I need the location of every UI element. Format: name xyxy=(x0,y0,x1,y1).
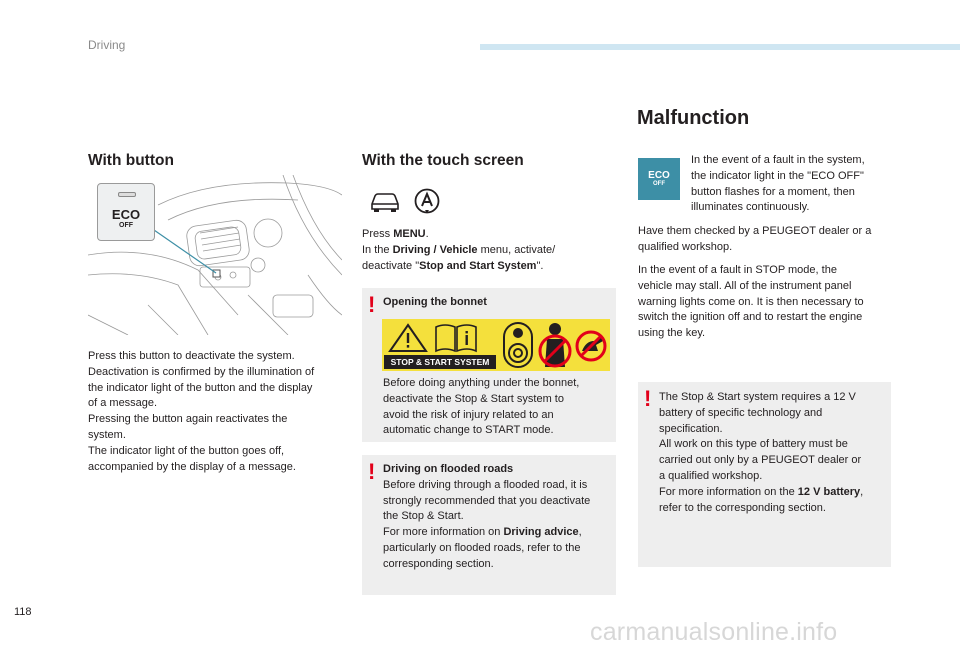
note-title: Opening the bonnet xyxy=(383,296,487,308)
car-icon-glyph xyxy=(368,188,402,214)
body-line: the indicator light in the "ECO OFF" xyxy=(691,169,864,182)
indicator-light-icon xyxy=(118,192,136,197)
car-icon xyxy=(368,188,402,214)
body-line: a qualified workshop. xyxy=(659,469,763,482)
off-label: OFF xyxy=(653,180,665,187)
no-loose-clothing-icon xyxy=(538,321,572,369)
touch-screen-instructions xyxy=(362,227,612,274)
body-line: refer to the corresponding section. xyxy=(659,501,826,514)
body-line: All work on this type of battery must be xyxy=(659,438,848,451)
deactivate-line xyxy=(362,259,612,275)
battery-requirement-note xyxy=(638,382,891,567)
body-line: warning lights come on. It is then necessary to xyxy=(638,295,864,308)
stop-mode-fault-text xyxy=(638,263,898,342)
warning-exclamation-icon: ! xyxy=(644,386,652,411)
no-hands-icon xyxy=(574,329,608,363)
warning-exclamation-icon: ! xyxy=(368,459,376,484)
body-line: system. xyxy=(88,428,126,441)
flooded-roads-note xyxy=(362,455,616,595)
page-number: 118 xyxy=(14,606,32,618)
body-line: the Stop & Start. xyxy=(383,510,464,523)
text-span: Press xyxy=(362,228,394,240)
eco-label: ECO xyxy=(111,207,141,222)
rotating-belt-icon xyxy=(500,321,536,369)
with-button-body xyxy=(88,349,338,475)
menu-path-line xyxy=(362,243,612,259)
body-line: Press this button to deactivate the system. xyxy=(88,350,295,362)
opening-bonnet-note xyxy=(362,288,616,442)
eco-label: ECO xyxy=(648,169,670,181)
note-body xyxy=(383,376,613,439)
text-span: , xyxy=(860,485,864,498)
section-header-title: Driving xyxy=(88,38,126,52)
hazard-triangle-icon xyxy=(388,323,428,353)
body-line: strongly recommended that you deactivate xyxy=(383,494,591,507)
body-line: Have them checked by a PEUGEOT dealer or a xyxy=(638,225,872,237)
body-line xyxy=(383,525,613,541)
body-line: Deactivation is confirmed by the illumination of xyxy=(88,365,315,378)
body-line: vehicle may stall. All of the instrument panel xyxy=(638,279,852,292)
body-line xyxy=(659,485,889,501)
manual-book-icon xyxy=(434,323,478,353)
site-watermark: carmanualsonline.info xyxy=(590,618,838,646)
body-line: battery of specific technology and xyxy=(659,406,823,419)
body-line: accompanied by the display of a message. xyxy=(88,460,296,473)
body-line: specification. xyxy=(659,422,723,435)
body-line: button flashes for a moment, then xyxy=(691,185,855,198)
body-line: using the key. xyxy=(638,327,706,340)
body-line: avoid the risk of injury related to an xyxy=(383,408,554,421)
body-line: of a message. xyxy=(88,397,158,410)
body-line: automatic change to START mode. xyxy=(383,424,554,437)
battery-keyword: 12 V battery xyxy=(797,485,861,498)
body-line: In the event of a fault in STOP mode, the xyxy=(638,264,837,276)
off-label: OFF xyxy=(119,222,133,229)
header-accent-bar xyxy=(480,44,960,50)
stop-start-warning-banner xyxy=(382,319,610,371)
note-body xyxy=(383,462,613,573)
text-span: For more information on the xyxy=(659,485,798,498)
body-line: particularly on flooded roads, refer to the xyxy=(383,541,581,554)
dashboard-illustration xyxy=(88,175,342,335)
body-line: switch the ignition off and to restart the engine xyxy=(638,311,863,324)
text-span: , xyxy=(578,526,582,539)
warning-exclamation-icon: ! xyxy=(368,292,376,317)
body-line: The indicator light of the button goes off, xyxy=(88,444,285,457)
text-span: deactivate " xyxy=(362,259,420,272)
driving-vehicle-keyword: Driving / Vehicle xyxy=(392,243,478,256)
fault-description xyxy=(691,153,891,216)
note-body xyxy=(659,390,889,516)
body-line: qualified workshop. xyxy=(638,240,733,253)
body-line: Before doing anything under the bonnet, xyxy=(383,377,580,389)
body-line: carried out only by a PEUGEOT dealer or xyxy=(659,454,862,467)
text-span: In the xyxy=(362,243,393,256)
stop-start-keyword: Stop and Start System xyxy=(419,259,537,272)
body-line: In the event of a fault in the system, xyxy=(691,154,865,166)
body-line: deactivate the Stop & Start system to xyxy=(383,392,564,405)
body-line: Before driving through a flooded road, it is xyxy=(383,478,588,491)
driving-advice-keyword: Driving advice xyxy=(503,526,579,539)
body-line: the indicator light of the button and the display xyxy=(88,381,313,394)
malfunction-heading: Malfunction xyxy=(637,107,750,129)
note-title: Driving on flooded roads xyxy=(383,463,514,475)
body-line: Pressing the button again reactivates the xyxy=(88,413,288,426)
text-span: ". xyxy=(536,259,544,272)
menu-keyword: MENU xyxy=(393,228,426,240)
press-menu-line xyxy=(362,227,612,243)
text-span: menu, activate/ xyxy=(477,243,556,256)
driver-assist-icon xyxy=(413,187,441,215)
text-span: For more information on xyxy=(383,526,504,539)
eco-off-indicator-icon xyxy=(638,158,680,200)
eco-off-button-closeup xyxy=(97,183,155,241)
dealer-check-text xyxy=(638,224,898,256)
body-line: The Stop & Start system requires a 12 V xyxy=(659,391,856,403)
body-line: illuminates continuously. xyxy=(691,201,810,214)
with-button-heading: With button xyxy=(88,152,174,169)
stop-start-system-label: STOP & START SYSTEM xyxy=(384,355,496,369)
driver-assist-icon-glyph xyxy=(413,187,441,215)
text-span: . xyxy=(425,228,429,240)
body-line: corresponding section. xyxy=(383,557,494,570)
touch-screen-heading: With the touch screen xyxy=(362,152,524,169)
